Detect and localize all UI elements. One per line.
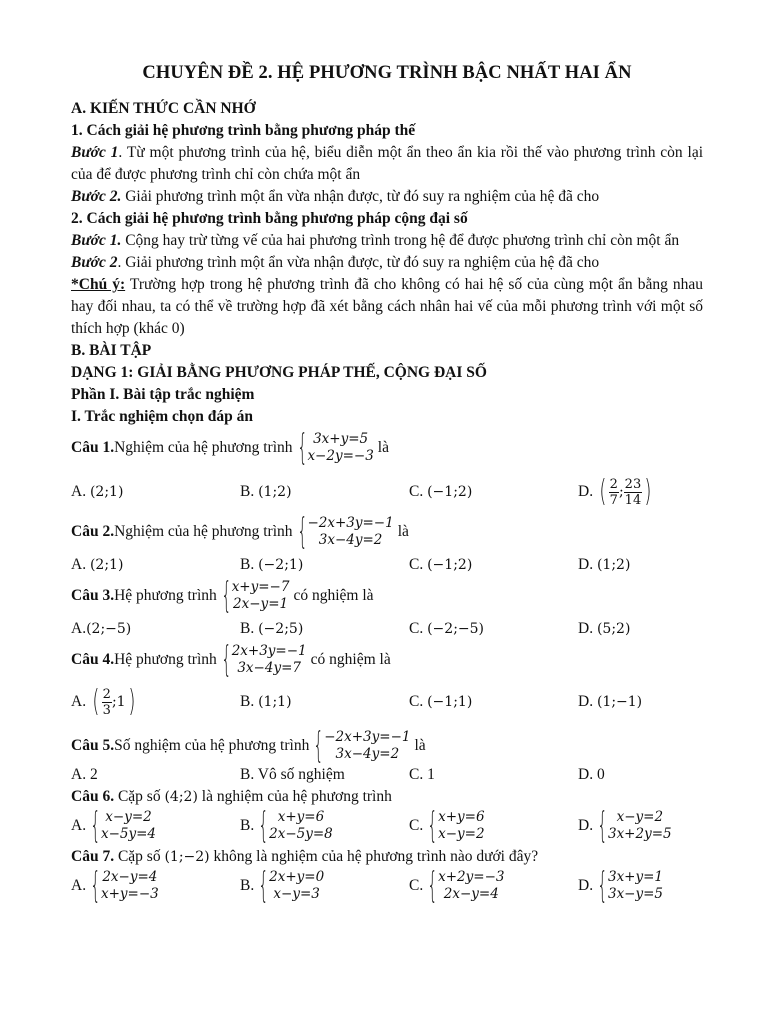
- multiple-choice-heading: I. Trắc nghiệm chọn đáp án: [71, 408, 254, 425]
- question-text-end: không là nghiệm của hệ phương trình nào dưới đây?: [209, 848, 539, 865]
- part-1-heading: Phần I. Bài tập trắc nghiệm: [71, 386, 255, 403]
- section-a-heading: A. KIẾN THỨC CẦN NHỚ: [71, 100, 256, 117]
- option-b[interactable]: B. { x+y=6 2x−5y=8: [240, 805, 333, 846]
- equation: 3x+y=5: [313, 431, 369, 447]
- equation-system: [313, 725, 411, 766]
- document-title: CHUYÊN ĐỀ 2. HỆ PHƯƠNG TRÌNH BẬC NHẤT HAI ẨN: [142, 63, 632, 83]
- number-pair: (1;−2): [164, 849, 210, 865]
- option-b[interactable]: B. { 2x+y=0 x−y=3: [240, 865, 325, 906]
- question-label: Câu 2.: [71, 523, 115, 540]
- brace-icon: {: [258, 865, 269, 906]
- step-label: Bước 2.: [71, 188, 122, 205]
- question-text-end: là: [377, 439, 389, 456]
- option-b[interactable]: B. Vô số nghiệm: [240, 766, 345, 783]
- question-text-end: có nghiệm là: [293, 587, 374, 604]
- option-c[interactable]: C. { x+2y=−3 2x−y=4: [409, 865, 505, 906]
- option-c[interactable]: C. 1: [409, 766, 435, 783]
- equation: −2x+3y=−1: [307, 515, 394, 531]
- question-label: Câu 3.: [71, 587, 115, 604]
- option-c[interactable]: C. (−2;−5): [409, 620, 485, 637]
- brace-icon: {: [597, 805, 608, 846]
- fraction: $\frac{2}{3}$: [102, 686, 111, 718]
- option-a[interactable]: A. 2: [71, 766, 98, 783]
- option-c[interactable]: C. { x+y=6 x−y=2: [409, 805, 485, 846]
- question-label: Câu 1.: [71, 439, 115, 456]
- question-7: [71, 846, 703, 868]
- question-2-options: [71, 554, 703, 576]
- equation: x−2y=−3: [307, 448, 374, 464]
- equation: 3x−4y=7: [237, 660, 301, 676]
- question-text-end: là: [397, 523, 409, 540]
- equation-system: [296, 427, 374, 468]
- equation-system: [296, 511, 394, 552]
- brace-icon: {: [427, 805, 438, 846]
- method-1-step-2: [71, 186, 703, 208]
- document-page: [71, 62, 703, 904]
- equation-system: [221, 639, 307, 680]
- note-label: *Chú ý:: [71, 276, 126, 293]
- question-3: [71, 575, 703, 616]
- equation: 2x+3y=−1: [231, 643, 307, 659]
- method-2-note: [71, 274, 703, 340]
- equation: 3x−4y=2: [335, 746, 400, 762]
- number-pair: (4;2): [164, 789, 198, 805]
- brace-icon: {: [90, 805, 101, 846]
- option-b[interactable]: B. (−2;1): [240, 556, 304, 573]
- question-7-options: [71, 865, 703, 906]
- option-d[interactable]: D. ( $\frac{2}{7}$ ; $\frac{23}{14}$ ): [578, 474, 652, 509]
- equation-system: [221, 575, 290, 616]
- question-5-options: [71, 764, 703, 786]
- section-b-heading: B. BÀI TẬP: [71, 342, 152, 359]
- question-2: [71, 511, 703, 552]
- brace-icon: {: [221, 575, 232, 616]
- option-d[interactable]: D. (1;−1): [578, 693, 643, 710]
- question-1: [71, 427, 703, 468]
- note-text: Trường hợp trong hệ phương trình đã cho không có hai hệ số của cùng một ẩn bằng nhau hay đối nhau, ta có thể về trường hợp đã xét bằng cách nhân hai vế của mỗi phương trình với một số thích hợp (khác 0): [71, 276, 703, 337]
- brace-icon: {: [296, 427, 308, 468]
- option-d[interactable]: D. (1;2): [578, 556, 631, 573]
- option-b[interactable]: B. (1;2): [240, 483, 292, 500]
- question-label: Câu 6.: [71, 788, 115, 805]
- question-text: Nghiệm của hệ phương trình: [114, 523, 293, 540]
- method-2-step-2: [71, 252, 703, 274]
- question-text-end: là nghiệm của hệ phương trình: [197, 788, 392, 805]
- option-b[interactable]: B. (−2;5): [240, 620, 304, 637]
- question-text: Số nghiệm của hệ phương trình: [114, 737, 310, 754]
- step-text: Giải phương trình một ẩn vừa nhận được, từ đó suy ra nghiệm của hệ đã cho: [121, 188, 600, 205]
- brace-icon: {: [258, 805, 269, 846]
- brace-icon: {: [296, 511, 308, 552]
- method-1-heading: 1. Cách giải hệ phương trình bằng phương pháp thế: [71, 122, 416, 139]
- option-a[interactable]: A. (2;1): [71, 556, 124, 573]
- method-2-step-1: [71, 230, 703, 252]
- option-c[interactable]: C. (−1;2): [409, 483, 473, 500]
- question-text: Hệ phương trình: [114, 651, 217, 668]
- option-d[interactable]: D. (5;2): [578, 620, 631, 637]
- type-1-heading: DẠNG 1: GIẢI BẰNG PHƯƠNG PHÁP THẾ, CỘNG ĐẠI SỐ: [71, 364, 487, 381]
- step-text: Cộng hay trừ từng vế của hai phương trình trong hệ để được phương trình chỉ còn một ẩn: [121, 232, 680, 249]
- option-a[interactable]: A. (2;−5): [71, 620, 132, 637]
- question-label: Câu 7.: [71, 848, 115, 865]
- option-d[interactable]: D. { x−y=2 3x+2y=5: [578, 805, 672, 846]
- method-2-heading: 2. Cách giải hệ phương trình bằng phương pháp cộng đại số: [71, 210, 468, 227]
- question-text: Cặp số: [114, 788, 161, 805]
- fraction: $\frac{2}{7}$: [609, 476, 618, 508]
- option-a[interactable]: A. { x−y=2 x−5y=4: [71, 805, 157, 846]
- method-1-step-1: [71, 142, 703, 186]
- question-4-options: [71, 682, 703, 722]
- option-c[interactable]: C. (−1;1): [409, 693, 473, 710]
- step-text: . Từ một phương trình của hệ, biểu diễn một ẩn theo ẩn kia rồi thế vào phương trình còn lại của để được phương trình chỉ còn chứa một ẩn: [71, 144, 704, 183]
- question-label: Câu 5.: [71, 737, 115, 754]
- equation: x+y=−7: [231, 579, 290, 595]
- question-5: [71, 725, 703, 766]
- question-6: [71, 786, 703, 808]
- option-a[interactable]: A. { 2x−y=4 x+y=−3: [71, 865, 159, 906]
- question-3-options: [71, 618, 703, 640]
- equation: 2x−y=1: [233, 596, 289, 612]
- question-text-end: có nghiệm là: [310, 651, 391, 668]
- brace-icon: {: [597, 865, 608, 906]
- step-label: Bước 1.: [71, 232, 122, 249]
- step-label: Bước 1: [71, 144, 119, 161]
- option-b[interactable]: B. (1;1): [240, 693, 292, 710]
- brace-icon: {: [313, 725, 324, 766]
- question-1-options: [71, 474, 703, 510]
- question-text-end: là: [414, 737, 426, 754]
- question-label: Câu 4.: [71, 651, 115, 668]
- brace-icon: {: [427, 865, 438, 906]
- question-4: [71, 639, 703, 680]
- equation: −2x+3y=−1: [324, 729, 411, 745]
- fraction: $\frac{23}{14}$: [624, 476, 642, 508]
- question-text: Cặp số: [114, 848, 161, 865]
- question-text: Nghiệm của hệ phương trình: [114, 439, 293, 456]
- option-d[interactable]: D. 0: [578, 766, 605, 783]
- option-d[interactable]: D. { 3x+y=1 3x−y=5: [578, 865, 664, 906]
- step-text: . Giải phương trình một ẩn vừa nhận được, từ đó suy ra nghiệm của hệ đã cho: [117, 254, 600, 271]
- brace-icon: {: [221, 639, 232, 680]
- option-c[interactable]: C. (−1;2): [409, 556, 473, 573]
- question-6-options: [71, 805, 703, 846]
- equation: 3x−4y=2: [318, 532, 383, 548]
- option-a[interactable]: A. ( $\frac{2}{3}$ ;1 ): [71, 684, 135, 719]
- brace-icon: {: [90, 865, 101, 906]
- question-text: Hệ phương trình: [114, 587, 217, 604]
- option-a[interactable]: A. (2;1): [71, 483, 124, 500]
- step-label: Bước 2: [71, 254, 118, 271]
